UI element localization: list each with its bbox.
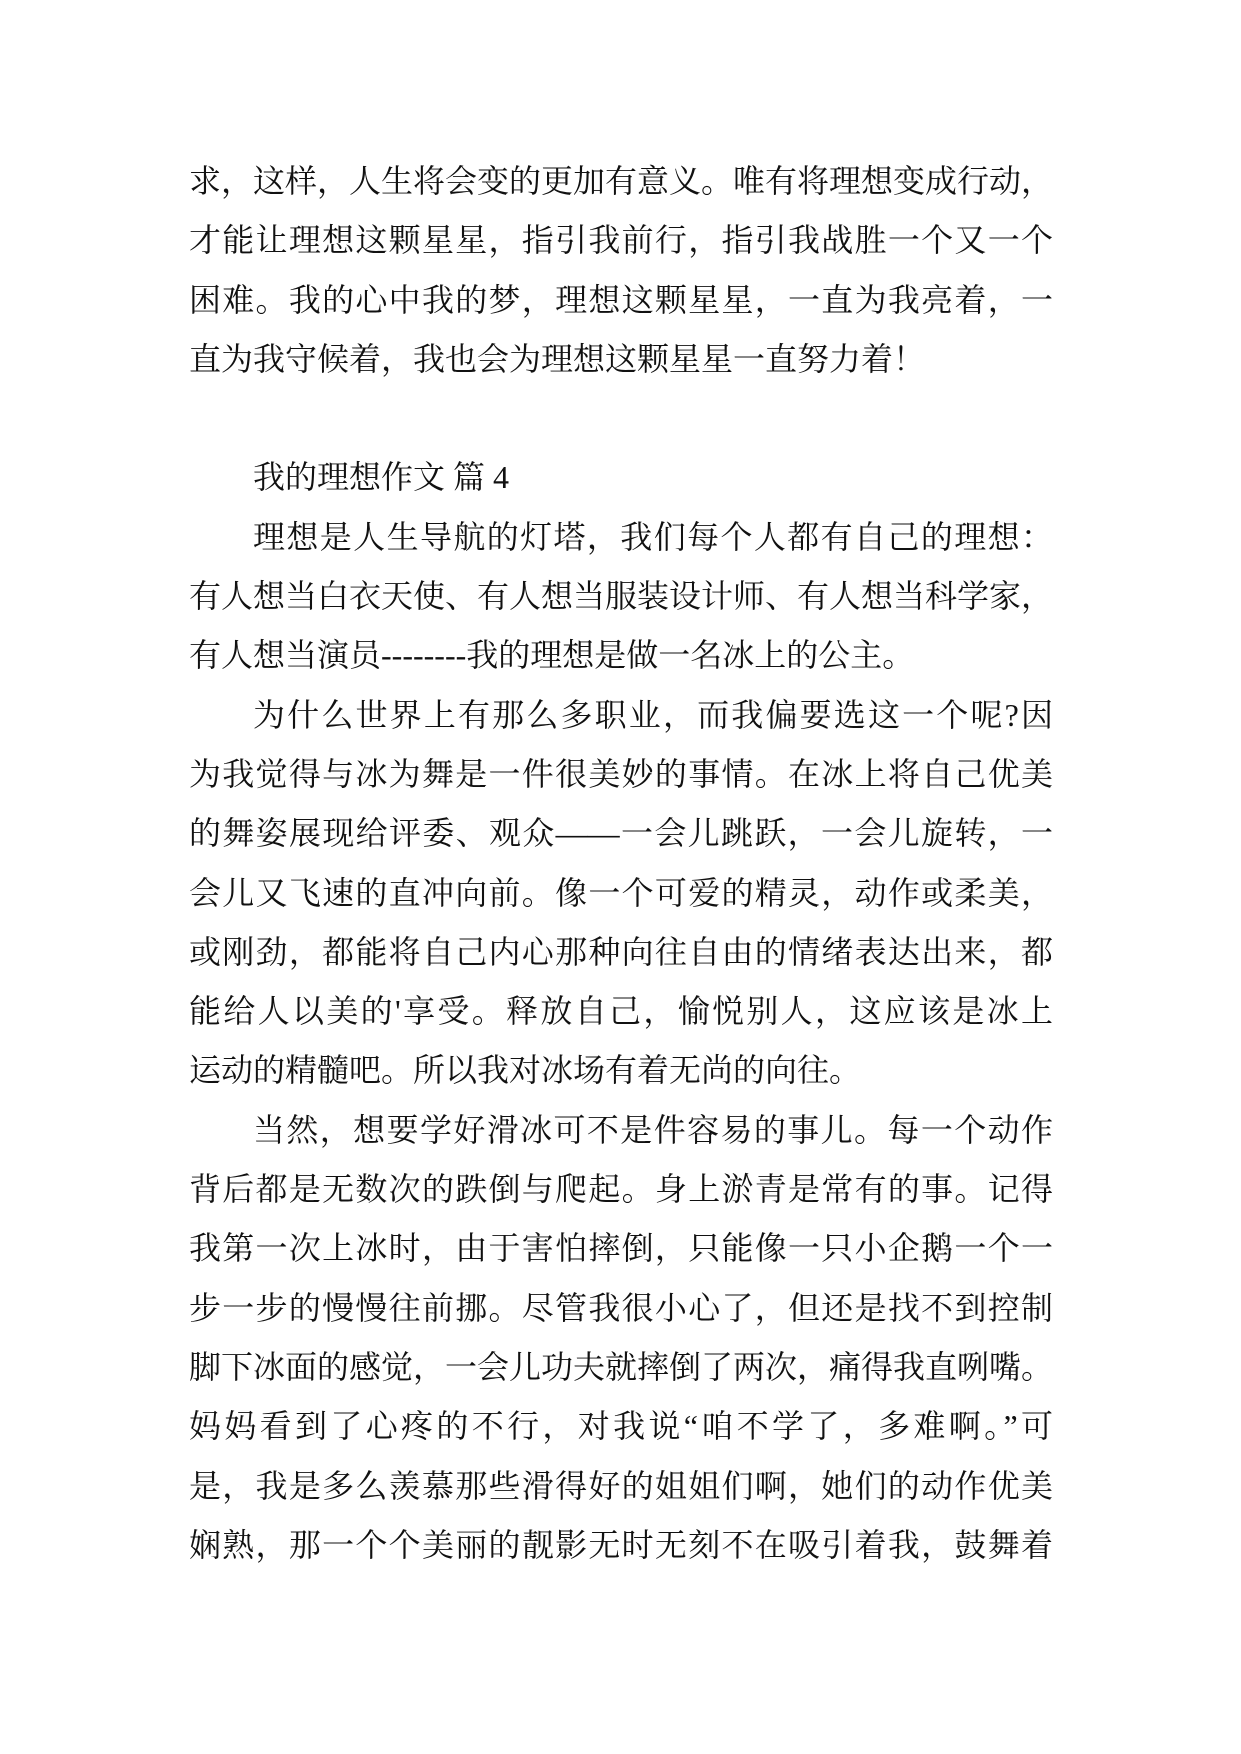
text-line: 求，这样，人生将会变的更加有意义。唯有将理想变成行动，: [189, 163, 1053, 199]
text-line: 我第一次上冰时，由于害怕摔倒，只能像一只小企鹅一个一: [189, 1230, 1053, 1267]
text-line: 理想是人生导航的灯塔，我们每个人都有自己的理想：: [253, 518, 1053, 555]
paragraph: [189, 508, 1053, 686]
text-line: 直为我守候着，我也会为理想这颗星星一直努力着！: [189, 340, 926, 377]
text-line: 困难。我的心中我的梦，理想这颗星星，一直为我亮着，一: [189, 281, 1053, 318]
text-line: 或刚劲，都能将自己内心那种向往自由的情绪表达出来，都: [189, 933, 1053, 970]
text-line: 娴熟，那一个个美丽的靓影无时无刻不在吸引着我，鼓舞着: [189, 1526, 1053, 1563]
text-line: 背后都是无数次的跌倒与爬起。身上淤青是常有的事。记得: [189, 1171, 1053, 1208]
text-line: 有人想当演员--------我的理想是做一名冰上的公主。: [189, 637, 915, 674]
text-line: 会儿又飞速的直冲向前。像一个可爱的精灵，动作或柔美，: [189, 874, 1053, 911]
text-line: 的舞姿展现给评委、观众——一会儿跳跃，一会儿旋转，一: [189, 815, 1053, 852]
text-line: 为什么世界上有那么多职业，而我偏要选这一个呢?因: [253, 696, 1053, 733]
text-line: 为我觉得与冰为舞是一件很美妙的事情。在冰上将自己优美: [189, 755, 1053, 792]
paragraph: [189, 1101, 1053, 1575]
text-line: 能给人以美的'享受。释放自己，愉悦别人，这应该是冰上: [189, 993, 1053, 1030]
text-line: 运动的精髓吧。所以我对冰场有着无尚的向往。: [189, 1052, 862, 1089]
text-line: 有人想当白衣天使、有人想当服装设计师、有人想当科学家，: [189, 578, 1053, 615]
section-heading: 我的理想作文 篇 4: [253, 459, 510, 496]
document-body: [189, 152, 1053, 1575]
continued-paragraph: [189, 152, 1053, 389]
text-line: 脚下冰面的感觉，一会儿功夫就摔倒了两次，痛得我直咧嘴。: [189, 1348, 1053, 1385]
text-line: 步一步的慢慢往前挪。尽管我很小心了，但还是找不到控制: [189, 1289, 1053, 1326]
text-line: 当然，想要学好滑冰可不是件容易的事儿。每一个动作: [253, 1111, 1053, 1148]
text-line: 妈妈看到了心疼的不行，对我说“咱不学了，多难啊。”可: [189, 1408, 1053, 1445]
text-line: 才能让理想这颗星星，指引我前行，指引我战胜一个又一个: [189, 222, 1053, 259]
text-line: 是，我是多么羡慕那些滑得好的姐姐们啊，她们的动作优美: [189, 1467, 1053, 1504]
paragraph: [189, 686, 1053, 1101]
